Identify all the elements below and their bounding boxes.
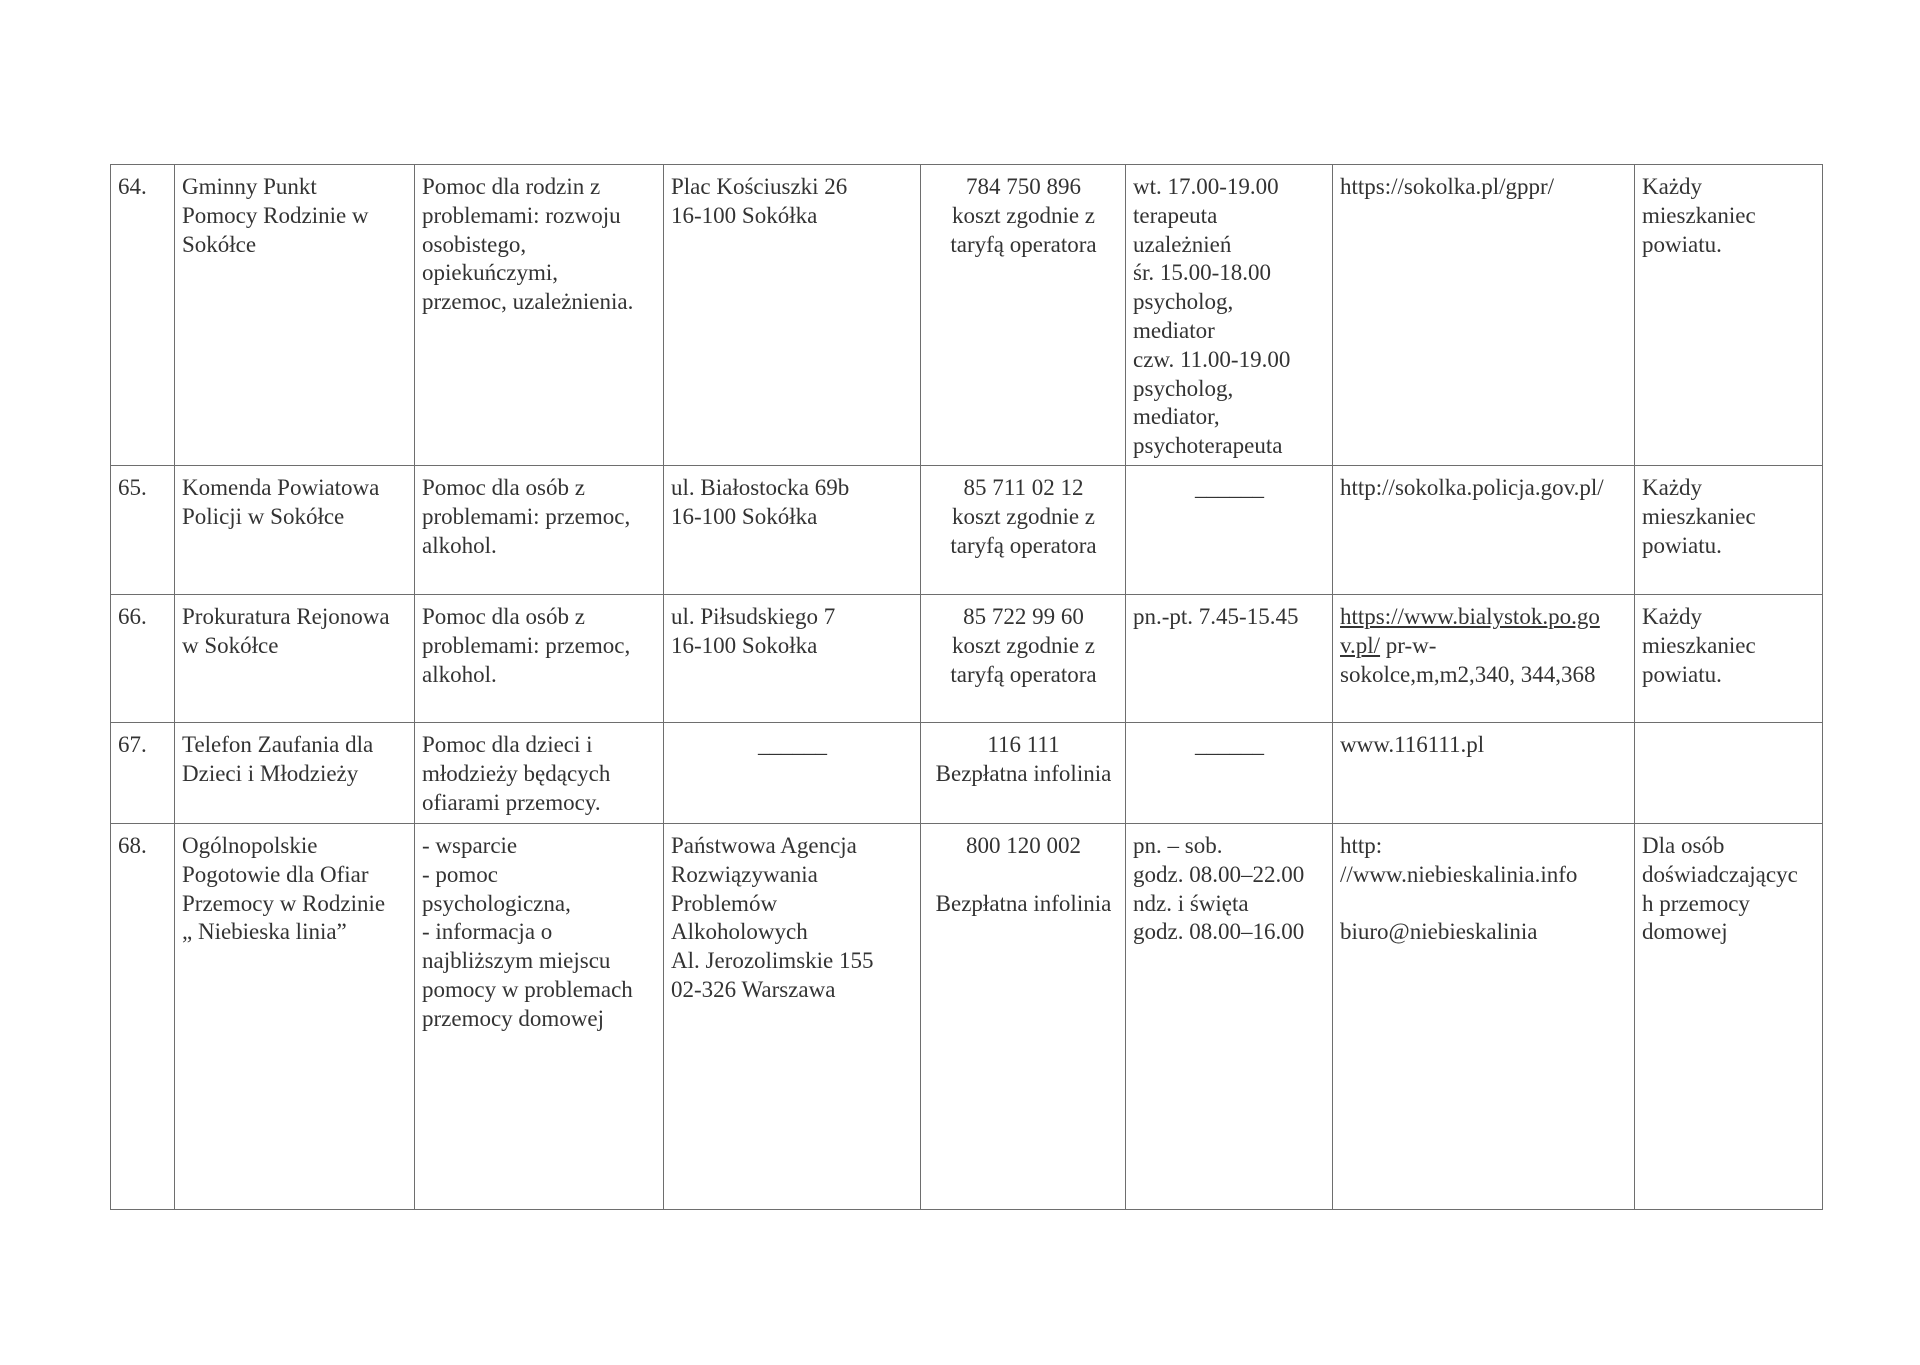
target-group: Każdy mieszkaniec powiatu. <box>1635 466 1823 595</box>
phone: 784 750 896 koszt zgodnie z taryfą operatora <box>921 165 1126 466</box>
institution-name: Gminny Punkt Pomocy Rodzinie w Sokółce <box>175 165 415 466</box>
help-description: Pomoc dla dzieci i młodzieży będących ofiarami przemocy. <box>415 723 664 824</box>
address: Państwowa Agencja Rozwiązywania Problemów Alkoholowych Al. Jerozolimskie 155 02-326 Warszawa <box>664 824 921 1210</box>
target-group: Dla osób doświadczającyc h przemocy domowej <box>1635 824 1823 1210</box>
phone: 800 120 002 Bezpłatna infolinia <box>921 824 1126 1210</box>
phone: 116 111 Bezpłatna infolinia <box>921 723 1126 824</box>
institution-name: Ogólnopolskie Pogotowie dla Ofiar Przemocy w Rodzinie „ Niebieska linia” <box>175 824 415 1210</box>
website: www.116111.pl <box>1333 723 1635 824</box>
opening-hours: ______ <box>1126 466 1333 595</box>
institution-name: Telefon Zaufania dla Dzieci i Młodzieży <box>175 723 415 824</box>
row-number: 67. <box>111 723 175 824</box>
target-group: Każdy mieszkaniec powiatu. <box>1635 595 1823 723</box>
website: http://sokolka.policja.gov.pl/ <box>1333 466 1635 595</box>
help-description: Pomoc dla osób z problemami: przemoc, alkohol. <box>415 466 664 595</box>
target-group <box>1635 723 1823 824</box>
address: Plac Kościuszki 26 16-100 Sokółka <box>664 165 921 466</box>
website <box>1333 595 1635 723</box>
help-description: - wsparcie - pomoc psychologiczna, - informacja o najbliższym miejscu pomocy w problemach przemocy domowej <box>415 824 664 1210</box>
table-row <box>111 595 1823 723</box>
institution-name: Komenda Powiatowa Policji w Sokółce <box>175 466 415 595</box>
row-number: 64. <box>111 165 175 466</box>
address: ul. Białostocka 69b 16-100 Sokółka <box>664 466 921 595</box>
help-description: Pomoc dla rodzin z problemami: rozwoju osobistego, opiekuńczymi, przemoc, uzależnienia. <box>415 165 664 466</box>
row-number: 68. <box>111 824 175 1210</box>
opening-hours: wt. 17.00-19.00 terapeuta uzależnień śr. 15.00-18.00 psycholog, mediator czw. 11.00-19.00 psycholog, mediator, psychoterapeuta <box>1126 165 1333 466</box>
opening-hours: pn.-pt. 7.45-15.45 <box>1126 595 1333 723</box>
row-number: 65. <box>111 466 175 595</box>
address: ______ <box>664 723 921 824</box>
website: https://sokolka.pl/gppr/ <box>1333 165 1635 466</box>
phone: 85 722 99 60 koszt zgodnie z taryfą operatora <box>921 595 1126 723</box>
website-path: pr-w- sokolce,m,m2,340, 344,368 <box>1340 632 1596 687</box>
phone: 85 711 02 12 koszt zgodnie z taryfą operatora <box>921 466 1126 595</box>
target-group: Każdy mieszkaniec powiatu. <box>1635 165 1823 466</box>
address: ul. Piłsudskiego 7 16-100 Sokołka <box>664 595 921 723</box>
help-directory-table <box>110 164 1823 1210</box>
table-row <box>111 824 1823 1210</box>
table-row <box>111 466 1823 595</box>
institution-name: Prokuratura Rejonowa w Sokółce <box>175 595 415 723</box>
opening-hours: pn. – sob. godz. 08.00–22.00 ndz. i święta godz. 08.00–16.00 <box>1126 824 1333 1210</box>
row-number: 66. <box>111 595 175 723</box>
opening-hours: ______ <box>1126 723 1333 824</box>
table-row <box>111 165 1823 466</box>
help-description: Pomoc dla osób z problemami: przemoc, alkohol. <box>415 595 664 723</box>
website-link[interactable]: https://www.bialystok.po.go v.pl/ <box>1340 604 1600 658</box>
website: http: //www.niebieskalinia.info biuro@niebieskalinia <box>1333 824 1635 1210</box>
table-row <box>111 723 1823 824</box>
